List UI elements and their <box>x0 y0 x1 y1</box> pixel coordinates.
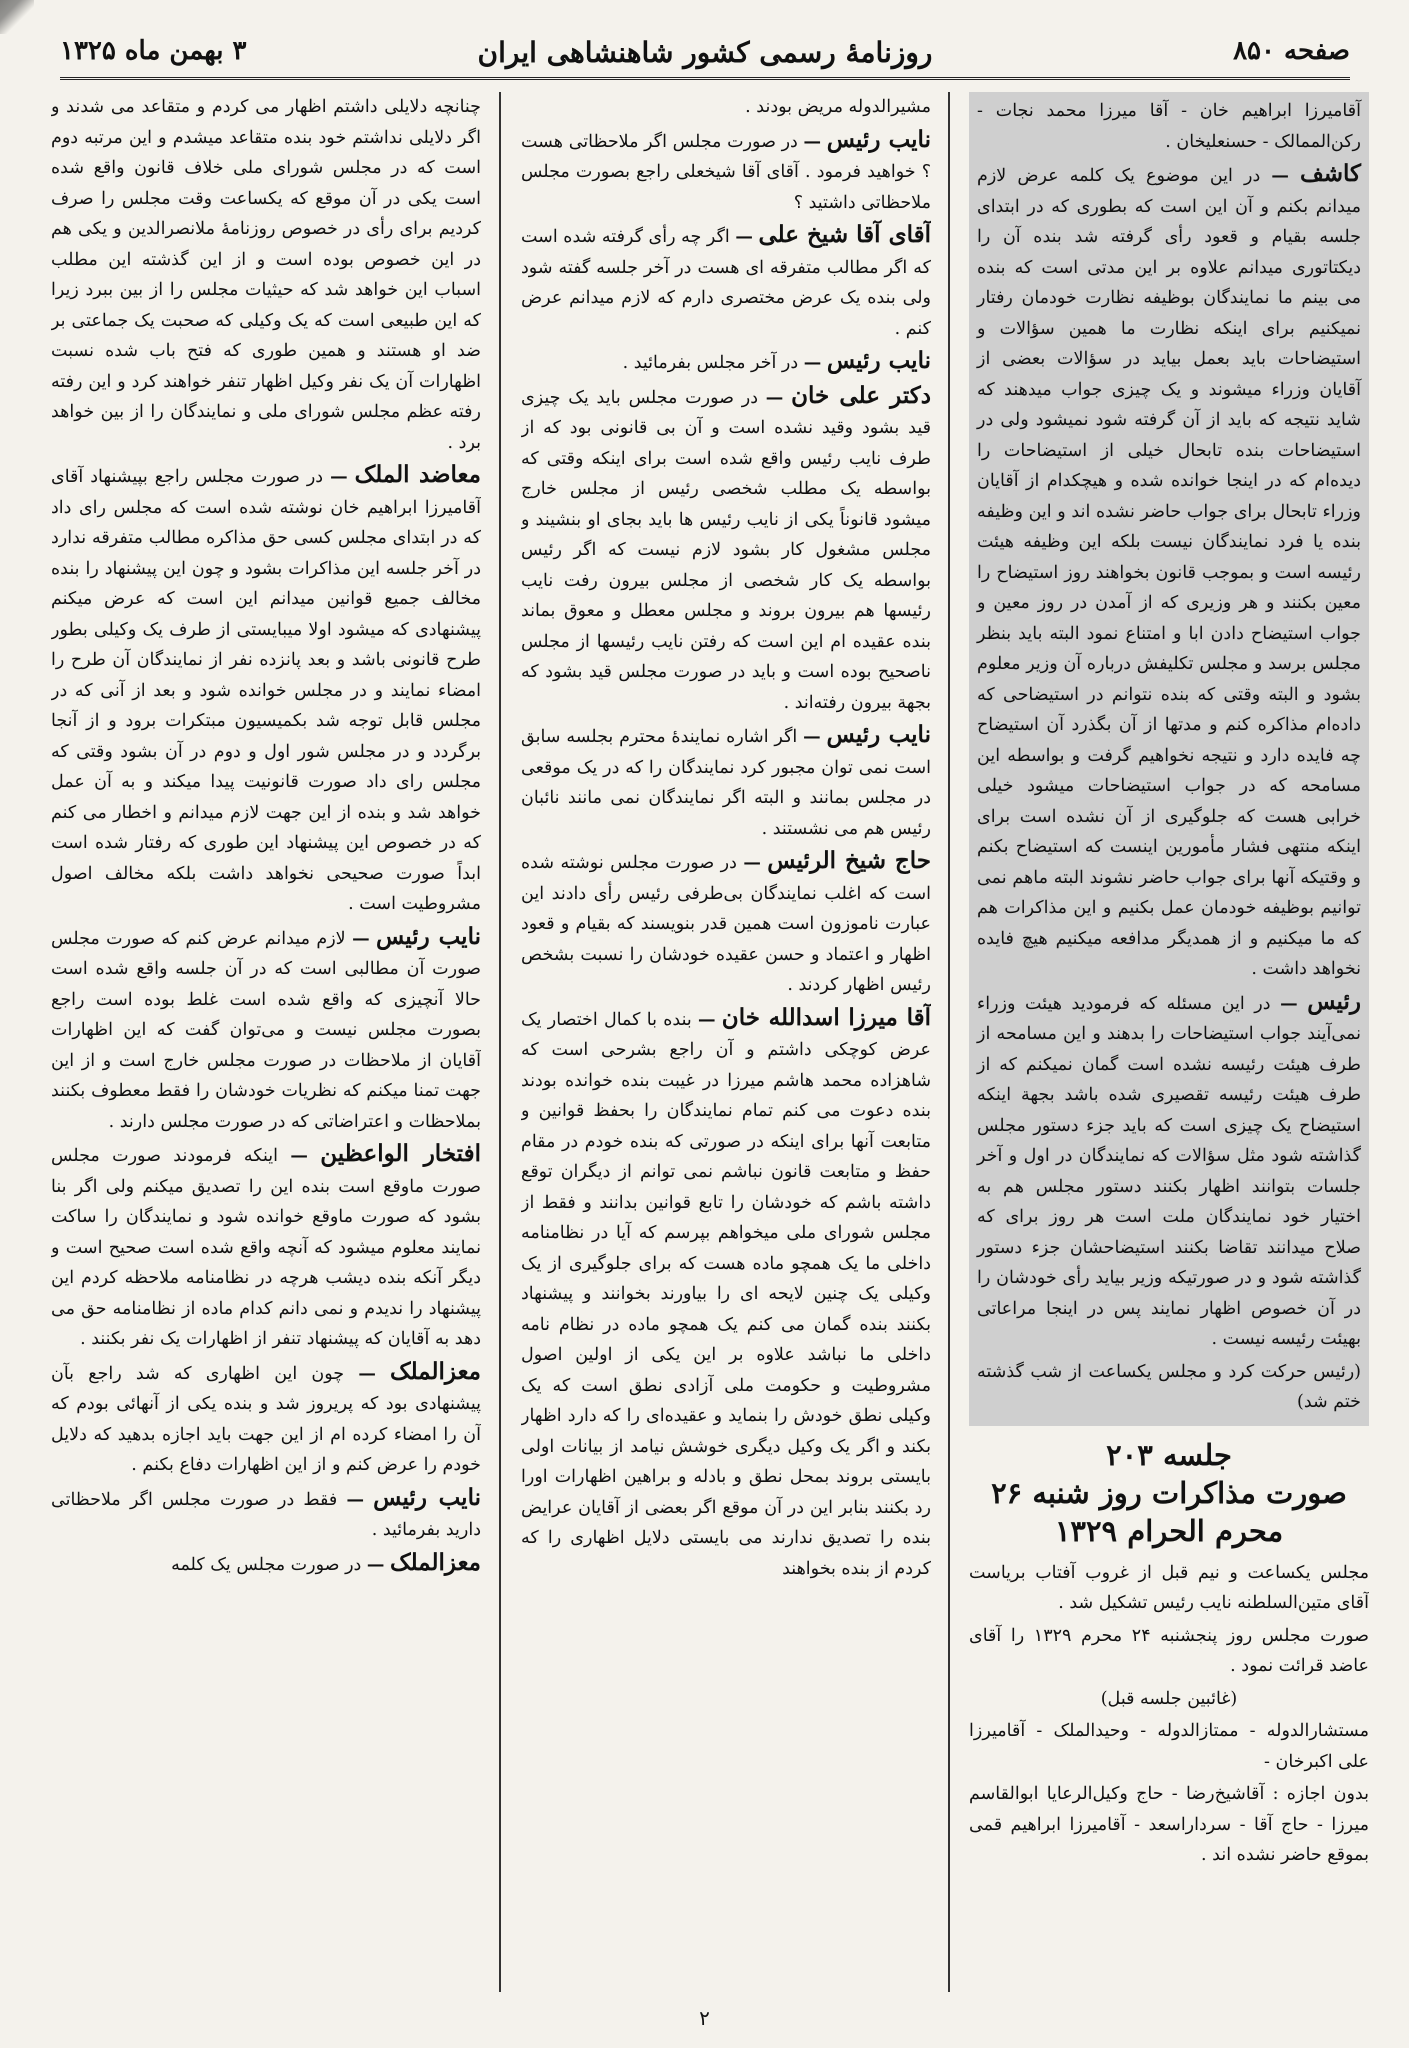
paragraph: آقای آقا شیخ علی — اگر چه رأی گرفته شده است که اگر مطالب متفرقه ای هست در آخر جلسه گفته شود ولی بنده یک عرض مختصری دارم که لازم میدانم عرض کنم . <box>521 221 931 339</box>
speech-text: در صورت مجلس اگر ملاحظاتی هست ؟ خواهید فرمود . آقای آقا شیخعلی راجع بصورت مجلس ملاحظاتی داشتید ؟ <box>521 131 931 213</box>
speaker-name: نایب رئیس <box>826 347 931 374</box>
paragraph: افتخار الواعظین — اینکه فرمودند صورت مجلس صورت ماوقع است بنده این را تصدیق میکنم ولی اگر بنا بشود که صورت ماوقع خوانده شود و نمایندگان را ساکت نمایند معلوم میشود که آنچه واقع شده است صحیح است و دیگر آنکه بنده دیشب هرچه در نظامنامه ملاحظه کردم این پیشنهاد را ندیدم و نمی دانم کدام ماده از نظامنامه حق می دهد به آقایان که پیشنهاد تنفر از اظهارات یک نفر بکنند . <box>51 1140 481 1349</box>
speaker-name: آقای آقا شیخ علی <box>758 221 931 248</box>
paragraph: مجلس یکساعت و نیم قبل از غروب آفتاب بریاست آقای متین‌السلطنه نایب رئیس تشکیل شد . <box>969 1562 1369 1613</box>
speaker-name: معزالملک <box>389 1548 481 1576</box>
paragraph: بدون اجازه : آقاشیخ‌رضا - حاج وکیل‌الرعایا ابوالقاسم میرزا - حاج آقا - سرداراسعد - آقامیرزا ابراهیم قمی بموقع حاضر نشده اند . <box>969 1784 1369 1865</box>
session-title: جلسه ۲۰۳ <box>1106 1437 1232 1472</box>
paragraph: آقا میرزا اسدالله خان — بنده با کمال اختصار یک عرض کوچکی داشتم و آن راجع بشرحی است که شاهزاده محمد هاشم میرزا در غیبت بنده خوانده بودند بنده دعوت می کنم تمام نمایندگان را بحفظ قوانین و متابعت آنها برای اینکه در صورتی که بنده خودم در مقام حفظ و متابعت قانون نباشم نمی توانم از دیگران توقع داشته باشم که خودشان را تابع قوانین بدانند و فقط از مجلس شورای ملی میخواهم بپرسم که آیا در نظامنامه داخلی ما یک همچو ماده هست که برای جلوگیری از یک وکیلی یک چنین لایحه ای را بیاورند بخوانند و پیشنهاد بکنند بنده گمان می کنم یک همچو ماده در نظام نامه داخلی ما نباشد علاوه بر این یکی از اولین اصول مشروطیت و حکومت ملی آزادی نطق است که یک وکیلی نطق خودش را بنماید و عقیده‌ای را که دارد اظهار بکند و اگر یک وکیل دیگری خوشش نیامد از بیانات اولی بایستی بروند بمحل نطق و بادله و براهین اظهارات اورا رد بکنند بنابر این در آن موقع اگر بعضی از آقایان عرایض بنده را تصدیق ندارند می بایستی دلایل اظهاری را که کردم از بنده بخواهند <box>521 1003 931 1579</box>
paragraph: (رئیس حرکت کرد و مجلس یکساعت از شب گذشته ختم شد) <box>977 1361 1361 1412</box>
shaded-section <box>969 92 1369 1426</box>
speech-text: فقط در صورت مجلس اگر ملاحظاتی دارید بفرمائید . <box>51 1489 481 1540</box>
page-number: ۲ <box>699 2006 710 2030</box>
session-subtitle: صورت مذاکرات روز شنبه ۲۶ محرم الحرام ۱۳۲۹ <box>991 1475 1347 1548</box>
paragraph: کاشف — در این موضوع یک کلمه عرض لازم میدانم بکنم و آن این است که بطوری که در ابتدای جلسه بقیام و قعود رأی گرفته شد بنده آن را دیکتاتوری میدانم علاوه بر این مدتی است که بنده می بینم ما نمایندگان بوظیفه نظارت خودمان رفتار نمیکنیم برای اینکه نظارت ما همین سؤالات و استیضاحات باید بعمل بیاید در سؤالات بعضی از آقایان وزراء میشوند و یک چیزی جواب میدهند که شاید نتیجه که باید از آن گرفته شود نمیشود ولی در استیضاحات بنده تابحال خیلی از استیضاحات را دیده‌ام که در اینجا خوانده شده و هیچکدام از آقایان وزراء تابحال برای جواب حاضر نشده اند و این وظیفه بنده یا فرد نمایندگان نیست بلکه این وظیفه هیئت رئیسه است و بموجب قانون بخواهند روز استیضاح را معین بکنند و هر وزیری که از آمدن در روز معین و جواب استیضاح دادن ابا و امتناع نمود البته باید بنظر مجلس برسد و مجلس تکلیفش درباره آن وزیر معلوم بشود و البته وقتی که بنده نتوانم در استیضاحی که داده‌ام مذاکره کنم و مدتها از آن بگذرد آن استیضاح چه فایده دارد و نتیجه نخواهیم گرفت و بواسطه این مسامحه که در جواب استیضاحات میشود خیلی خرابی هست که جلوگیری از آن نشده است برای اینکه منتهی فشار مأمورین اینست که استیضاح بکنم و وقتیکه آنها برای جواب حاضر نشوند البته ماهم نمی توانیم بوظیفه خودمان عمل بکنیم و این مذاکرات هم که ما میکنیم و از همدیگر مدافعه میکنیم هیچ فایده نخواهد داشت . <box>977 160 1361 979</box>
paragraph: آقامیرزا ابراهیم خان - آقا میرزا محمد نجات - رکن‌الممالک - حسنعلیخان . <box>977 101 1361 152</box>
speaker-name: آقا میرزا اسدالله خان <box>721 1003 931 1031</box>
header-page-label: صفحه ۸۵۰ <box>1233 36 1350 66</box>
speaker-name: معاضد الملک <box>354 461 481 488</box>
paragraph: نایب رئیس — لازم میدانم عرض کنم که صورت مجلس صورت آن مطالبی است که در آن جلسه واقع شده است حالا آنچیزی که واقع شده است غلط بوده است راجع بصورت مجلس نیست و می‌توان گفت که این اظهارات آقایان از ملاحظات در صورت مجلس خارج است و از این جهت تمنا میکنم که نظریات خودشان را فقط معطوف بکنند بملاحظات و اعتراضاتی که در صورت مجلس دارند . <box>51 922 481 1132</box>
paragraph: نایب رئیس — در آخر مجلس بفرمائید . <box>622 347 931 374</box>
paragraph: (غائبین جلسه قبل) <box>1100 1688 1238 1709</box>
speech-text: چون این اظهاری که شد راجع بآن پیشنهادی بود که پریروز شد و بنده یکی از آنهائی بودم که آن را امضاء کرده ام از این جهت باید اجازه بدهید که دلایل خودم را عرض کنم و از این اظهارات دفاع بکنم . <box>51 1363 481 1475</box>
speech-text: در صورت مجلس راجع بپیشنهاد آقای آقامیرزا ابراهیم خان نوشته شده است که مجلس رای داد که در ابتدای مجلس کسی حق مذاکره مطالب متفرقه ندارد در آخر جلسه این مذاکرات بشود و چون این پیشنهاد را بنده مخالف جمیع قوانین میدانم این است که عرض میکنم پیشنهادی که میشود اولا میبایستی از طرف یک وکیلی بطور طرح قانونی باشد و بعد پانزده نفر از نمایندگان آن طرح را امضاء نمایند و در مجلس خوانده شود و بعد از آنی که در مجلس قابل توجه شد بکمیسیون مبتکرات برود و از آنجا برگردد و در مجلس شور اول و دوم در آن بشود وقتی که مجلس رای داد صورت قانونیت پیدا میکند و به آن عمل خواهد شد و بنده از این جهت لازم میدانم و اخطار می کنم که در خصوص این پیشنهاد این طوری که رفتار شده است ابداً صورت صحیحی نخواهد داشت بلکه مخالف اصول مشروطیت است . <box>51 467 481 914</box>
speech-text: لازم میدانم عرض کنم که صورت مجلس صورت آن مطالبی است که در آن جلسه واقع شده است حالا آنچیزی که واقع شده است غلط بوده است راجع بصورت مجلس نیست و می‌توان گفت که این اظهارات آقایان از ملاحظات در صورت مجلس خارج است و از این جهت تمنا میکنم که نظریات خودشان را فقط معطوف بکنند بملاحظات و اعتراضاتی که در صورت مجلس دارند . <box>51 928 481 1132</box>
speaker-name: کاشف <box>1299 160 1361 187</box>
column-divider <box>948 92 950 1992</box>
paragraph: مشیرالدوله مریض بودند . <box>745 97 931 117</box>
paragraph: مستشارالدوله - ممتازالدوله - وحیدالملک - آقامیرزا علی اکبرخان - <box>969 1721 1369 1772</box>
paragraph: حاج شیخ الرئیس — در صورت مجلس نوشته شده است که اغلب نمایندگان بی‌طرفی رئیس رأی دادند این عبارت ناموزون است همین قدر بنویسند که بقیام و قعود اظهار و اعتماد و حسن عقیده خودشان را نسبت بشخص رئیس اظهار کردند . <box>521 847 931 995</box>
speech-text: اینکه فرمودند صورت مجلس صورت ماوقع است بنده این را تصدیق میکنم ولی اگر بنا بشود که صورت ماوقع خوانده شود و نمایندگان را ساکت نمایند معلوم میشود که آنچه واقع شده است صحیح است و دیگر آنکه بنده دیشب هرچه در نظامنامه ملاحظه کردم این پیشنهاد را ندیدم و نمی دانم کدام ماده از نظامنامه حق می دهد به آقایان که پیشنهاد تنفر از اظهارات یک نفر بکنند . <box>51 1146 481 1349</box>
speech-text: در این مسئله که فرمودید هیئت وزراء نمی‌آیند جواب استیضاحات را بدهند و این مسامحه از طرف هیئت رئیسه نشده است گمان نمیکنم که از طرف هیئت رئیسه تقصیری شده باشد بجهة اینکه استیضاح یک چیزی است که باید جزء دستور مجلس گذاشته شود مثل سؤالات که نمایندگان در اول و آخر جلسات بتوانند اظهار بکنند دستور مجلس هم به اختیار خود نمایندگان ملت است هر روز برای که صلاح میدانند تقاضا بکنند استیضاحشان جزء دستور گذاشته شود و در صورتیکه وزیر بیاید رأی خودشان را در آن خصوص اظهار نمایند پس در اینجا مراعاتی بهیئت رئیسه نیست . <box>977 993 1361 1349</box>
speech-text: در صورت مجلس یک کلمه <box>171 1554 362 1575</box>
paragraph: صورت مجلس روز پنجشنبه ۲۴ محرم ۱۳۲۹ را آقای عاضد قرائت نمود . <box>969 1625 1369 1676</box>
speaker-name: دکتر علی خان <box>791 381 931 409</box>
speaker-name: نایب رئیس <box>826 125 931 153</box>
speaker-name: معزالملک <box>389 1357 481 1385</box>
column-divider <box>499 92 501 1992</box>
paragraph: دکتر علی خان — در صورت مجلس باید یک چیزی قید بشود وقید نشده است و آن بی قانونی بود که از طرف نایب رئیس واقع شده است برای اینکه وقتی که بواسطه یک مطلب شخصی رئیس از مجلس خارج میشود قانوناً یکی از نایب رئیس ها باید بجای او بنشیند و مجلس مشغول کار بشود لازم نیست که اگر رئیس بواسطه یک کار شخصی از مجلس بیرون رفت نایب رئیسها هم بیرون بروند و مجلس معطل و معوق بماند بنده عقیده ام این است که رفتن نایب رئیسها از مجلس ناصحیح بوده است و باید در صورت مجلس قید بشود که بجهة بیرون رفته‌اند . <box>521 381 931 713</box>
column-middle <box>521 92 931 1992</box>
paragraph: معاضد الملک — در صورت مجلس راجع بپیشنهاد آقای آقامیرزا ابراهیم خان نوشته شده است که مجلس رای داد که در ابتدای مجلس کسی حق مذاکره مطالب متفرقه ندارد در آخر جلسه این مذاکرات بشود و چون این پیشنهاد را بنده مخالف جمیع قوانین میدانم این است که عرض میکنم پیشنهادی که میشود اولا میبایستی از طرف یک وکیلی بطور طرح قانونی باشد و بعد پانزده نفر از نمایندگان آن طرح را امضاء نمایند و در مجلس خوانده شود و بعد از آنی که در مجلس قابل توجه شد بکمیسیون مبتکرات برود و از آنجا برگردد و در مجلس شور اول و دوم در آن بشود وقتی که مجلس رای داد صورت قانونیت پیدا میکند و به آن عمل خواهد شد و بنده از این جهت لازم میدانم و اخطار می کنم که در خصوص این پیشنهاد این طوری که رفتار شده است ابداً صورت صحیحی نخواهد داشت بلکه مخالف اصول مشروطیت است . <box>51 461 481 914</box>
speech-text: در این موضوع یک کلمه عرض لازم میدانم بکنم و آن این است که بطوری که در ابتدای جلسه بقیام و قعود رأی گرفته شد بنده آن را دیکتاتوری میدانم علاوه بر این مدتی است که بنده می بینم ما نمایندگان بوظیفه نظارت خودمان رفتار نمیکنیم برای اینکه نظارت ما همین سؤالات و استیضاحات باید بعمل بیاید در سؤالات بعضی از آقایان وزراء میشوند و یک چیزی جواب میدهند که شاید نتیجه که باید از آن گرفته شود نمیشود ولی در استیضاحات بنده تابحال خیلی از استیضاحات را دیده‌ام که در اینجا خوانده شده و هیچکدام از آقایان وزراء تابحال برای جواب حاضر نشده اند و این وظیفه بنده یا فرد نمایندگان نیست بلکه این وظیفه هیئت رئیسه است و بموجب قانون بخواهند روز استیضاح را معین بکنند و هر وزیری که از آمدن در روز معین و جواب استیضاح دادن ابا و امتناع نمود البته باید بنظر مجلس برسد و مجلس تکلیفش درباره آن وزیر معلوم بشود و البته وقتی که بنده نتوانم در استیضاحی که داده‌ام مذاکره کنم و مدتها از آن بگذرد آن استیضاح چه فایده دارد و نتیجه نخواهیم گرفت و بواسطه این مسامحه که در جواب استیضاحات میشود خیلی خرابی هست که جلوگیری از آن نشده است برای اینکه منتهی فشار مأمورین اینست که استیضاح بکنم و وقتیکه آنها برای جواب حاضر نشوند البته ماهم نمی توانیم بوظیفه خودمان عمل بکنیم و این مذاکرات هم که ما میکنیم و از همدیگر مدافعه میکنیم هیچ فایده نخواهد داشت . <box>977 166 1361 979</box>
paragraph: چنانچه دلایلی داشتم اظهار می کردم و متقاعد می شدند و اگر دلایلی نداشتم خود بنده متقاعد میشدم و این مرتبه دوم است که در مجلس شورای ملی خلاف قانون واقع شده است یکی در آن موقع که یکساعت وقت مجلس را صرف کردیم برای رأی در خصوص روزنامهٔ ملانصرالدین و یکی هم در این خصوص بوده است و از این گذشته این مطلب اسباب این خواهد شد که حیثیات مجلس را از بین ببرد زیرا که این طبیعی است که یک وکیلی که صحبت یک جماعتی بر ضد او هستند و همین طوری که فتح باب شده نسبت اظهارات آن یک نفر وکیل اظهار تنفر خواهند کرد و این رفته رفته عظم مجلس شورای ملی و نمایندگان را از بین خواهد برد . <box>51 97 481 453</box>
speech-text: در صورت مجلس نوشته شده است که اغلب نمایندگان بی‌طرفی رئیس رأی دادند این عبارت ناموزون است همین قدر بنویسند که بقیام و قعود اظهار و اعتماد و حسن عقیده خودشان را نسبت بشخص رئیس اظهار کردند . <box>521 853 931 995</box>
speaker-name: افتخار الواعظین <box>320 1140 481 1167</box>
paragraph: نایب رئیس — در صورت مجلس اگر ملاحظاتی هست ؟ خواهید فرمود . آقای آقا شیخعلی راجع بصورت مجلس ملاحظاتی داشتید ؟ <box>521 125 931 213</box>
paragraph: معزالملک — در صورت مجلس یک کلمه <box>171 1548 481 1576</box>
speech-text: بنده با کمال اختصار یک عرض کوچکی داشتم و آن راجع بشرحی است که شاهزاده محمد هاشم میرزا در غیبت بنده خوانده بودند بنده دعوت می کنم تمام نمایندگان را بحفظ قوانین و متابعت آنها برای اینکه در صورتی که بنده خودم در مقام حفظ و متابعت قانون نباشم نمی توانم از دیگران توقع داشته باشم که خودشان را تابع قوانین بدانند و فقط از مجلس شورای ملی میخواهم بپرسم که آیا در نظامنامه داخلی ما یک همچو ماده هست که برای جلوگیری از یک وکیلی یک چنین لایحه ای را بیاورند بخوانند و پیشنهاد بکنند بنده گمان می کنم یک همچو ماده در نظام نامه داخلی ما نباشد علاوه بر این یکی از اولین اصول مشروطیت و حکومت ملی آزادی نطق است که یک وکیلی نطق خودش را بنماید و عقیده‌ای را که دارد اظهار بکند و اگر یک وکیل دیگری خوشش نیامد از بیانات اولی بایستی بروند بمحل نطق و بادله و براهین اظهارات اورا رد بکنند بنابر این در آن موقع اگر بعضی از آقایان عرایض بنده را تصدیق ندارند می بایستی دلایل اظهاری را که کردم از بنده بخواهند <box>521 1009 931 1579</box>
speech-text: در آخر مجلس بفرمائید . <box>622 353 799 373</box>
speaker-name: حاج شیخ الرئیس <box>767 847 931 874</box>
speaker-name: رئیس <box>1307 987 1361 1015</box>
speech-text: اگر چه رأی گرفته شده است که اگر مطالب متفرقه ای هست در آخر جلسه گفته شود ولی بنده یک عرض مختصری دارم که لازم میدانم عرض کنم . <box>521 227 931 339</box>
paragraph: نایب رئیس — فقط در صورت مجلس اگر ملاحظاتی دارید بفرمائید . <box>51 1483 481 1540</box>
speech-text: در صورت مجلس باید یک چیزی قید بشود وقید نشده است و آن بی قانونی بود که از طرف نایب رئیس واقع شده است برای اینکه وقتی که بواسطه یک مطلب شخصی رئیس از مجلس خارج میشود قانوناً یکی از نایب رئیس ها باید بجای او بنشیند و مجلس مشغول کار بشود لازم نیست که اگر رئیس بواسطه یک کار شخصی از مجلس بیرون رفت نایب رئیسها هم بیرون بروند و مجلس معطل و معوق بماند بنده عقیده ام این است که رفتن نایب رئیسها از مجلس ناصحیح بوده است و باید در صورت مجلس قید بشود که بجهة بیرون رفته‌اند . <box>521 387 931 713</box>
corner-ink-mark <box>0 0 34 34</box>
speech-text: اگر اشاره نمایندهٔ محترم بجلسه سابق است نمی توان مجبور کرد نمایندگان را که در یک موقعی در مجلس بمانند و البته اگر نمایندگان نمی مانند نائبان رئیس هم می نشستند . <box>521 727 931 839</box>
speaker-name: نایب رئیس <box>826 721 931 748</box>
header-date: ۳ بهمن ماه ۱۳۲۵ <box>60 36 247 66</box>
paragraph: معزالملک — چون این اظهاری که شد راجع بآن پیشنهادی بود که پریروز شد و بنده یکی از آنهائی بودم که آن را امضاء کرده ام از این جهت باید اجازه بدهید که دلایل خودم را عرض کنم و از این اظهارات دفاع بکنم . <box>51 1357 481 1475</box>
header-title: روزنامهٔ رسمی کشور شاهنشاهی ایران <box>477 36 933 69</box>
column-left <box>51 92 481 1992</box>
speaker-name: نایب رئیس <box>373 1483 481 1511</box>
column-right <box>969 92 1369 1992</box>
paragraph: رئیس — در این مسئله که فرمودید هیئت وزراء نمی‌آیند جواب استیضاحات را بدهند و این مسامحه از طرف هیئت رئیسه نشده است گمان نمیکنم که از طرف هیئت رئیسه تقصیری شده باشد بجهة اینکه استیضاح یک چیزی است که باید جزء دستور مجلس گذاشته شود مثل سؤالات که نمایندگان در اول و آخر جلسات بتوانند اظهار بکنند دستور مجلس هم به اختیار خود نمایندگان ملت است هر روز برای که صلاح میدانند تقاضا بکنند استیضاحشان جزء دستور گذاشته شود و در صورتیکه وزیر بیاید رأی خودشان را در آن خصوص اظهار نمایند پس در اینجا مراعاتی بهیئت رئیسه نیست . <box>977 987 1361 1349</box>
speaker-name: نایب رئیس <box>375 922 481 950</box>
paragraph: نایب رئیس — اگر اشاره نمایندهٔ محترم بجلسه سابق است نمی توان مجبور کرد نمایندگان را که در یک موقعی در مجلس بمانند و البته اگر نمایندگان نمی مانند نائبان رئیس هم می نشستند . <box>521 721 931 839</box>
page-header <box>60 30 1350 80</box>
